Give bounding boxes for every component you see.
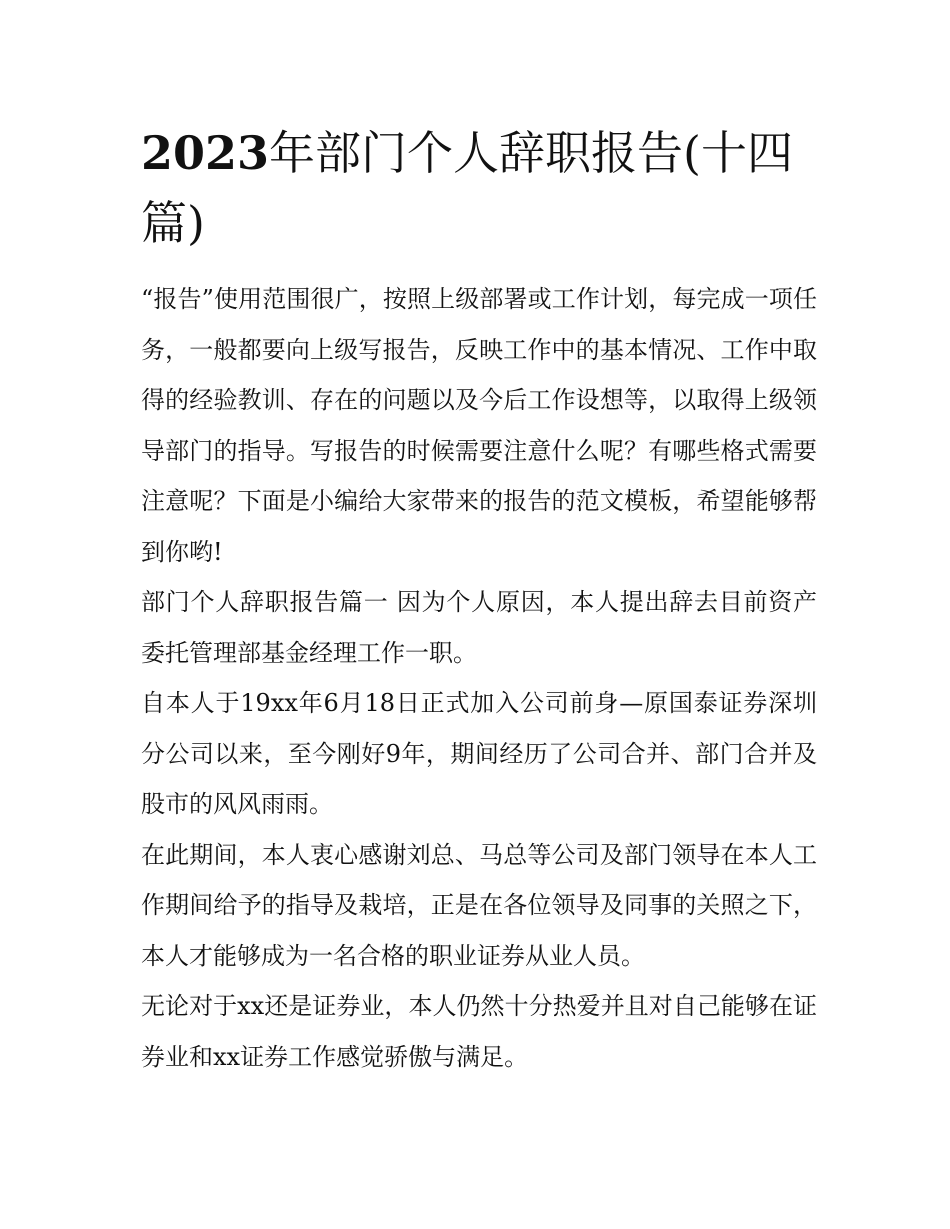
history-paragraph: 自本人于19xx年6月18日正式加入公司前身—原国泰证券深圳分公司以来，至今刚好9年，期间经历了公司合并、部门合并及股市的风风雨雨。 [141,689,817,818]
title-text: 年部门个人辞职报告(十四篇) [141,126,793,250]
section-one-paragraph: 部门个人辞职报告篇一 因为个人原因，本人提出辞去目前资产委托管理部基金经理工作一职。 [141,588,817,667]
intro-paragraph: “报告”使用范围很广，按照上级部署或工作计划，每完成一项任务，一般都要向上级写报告，反映工作中的基本情况、工作中取得的经验教训、存在的问题以及今后工作设想等，以取得上级领导部门的指导。写报告的时候需要注意什么呢？有哪些格式需要注意呢？下面是小编给大家带来的报告的范文模板，希望能够帮到你哟! [141,285,817,566]
title-year: 2023 [141,126,270,180]
closing-paragraph: 无论对于xx还是证券业，本人仍然十分热爱并且对自己能够在证券业和xx证券工作感觉骄傲与满足。 [141,992,817,1071]
document-body [141,118,817,1082]
gratitude-paragraph: 在此期间，本人衷心感谢刘总、马总等公司及部门领导在本人工作期间给予的指导及栽培，正是在各位领导及同事的关照之下，本人才能够成为一名合格的职业证券从业人员。 [141,840,817,970]
document-title [141,118,817,258]
